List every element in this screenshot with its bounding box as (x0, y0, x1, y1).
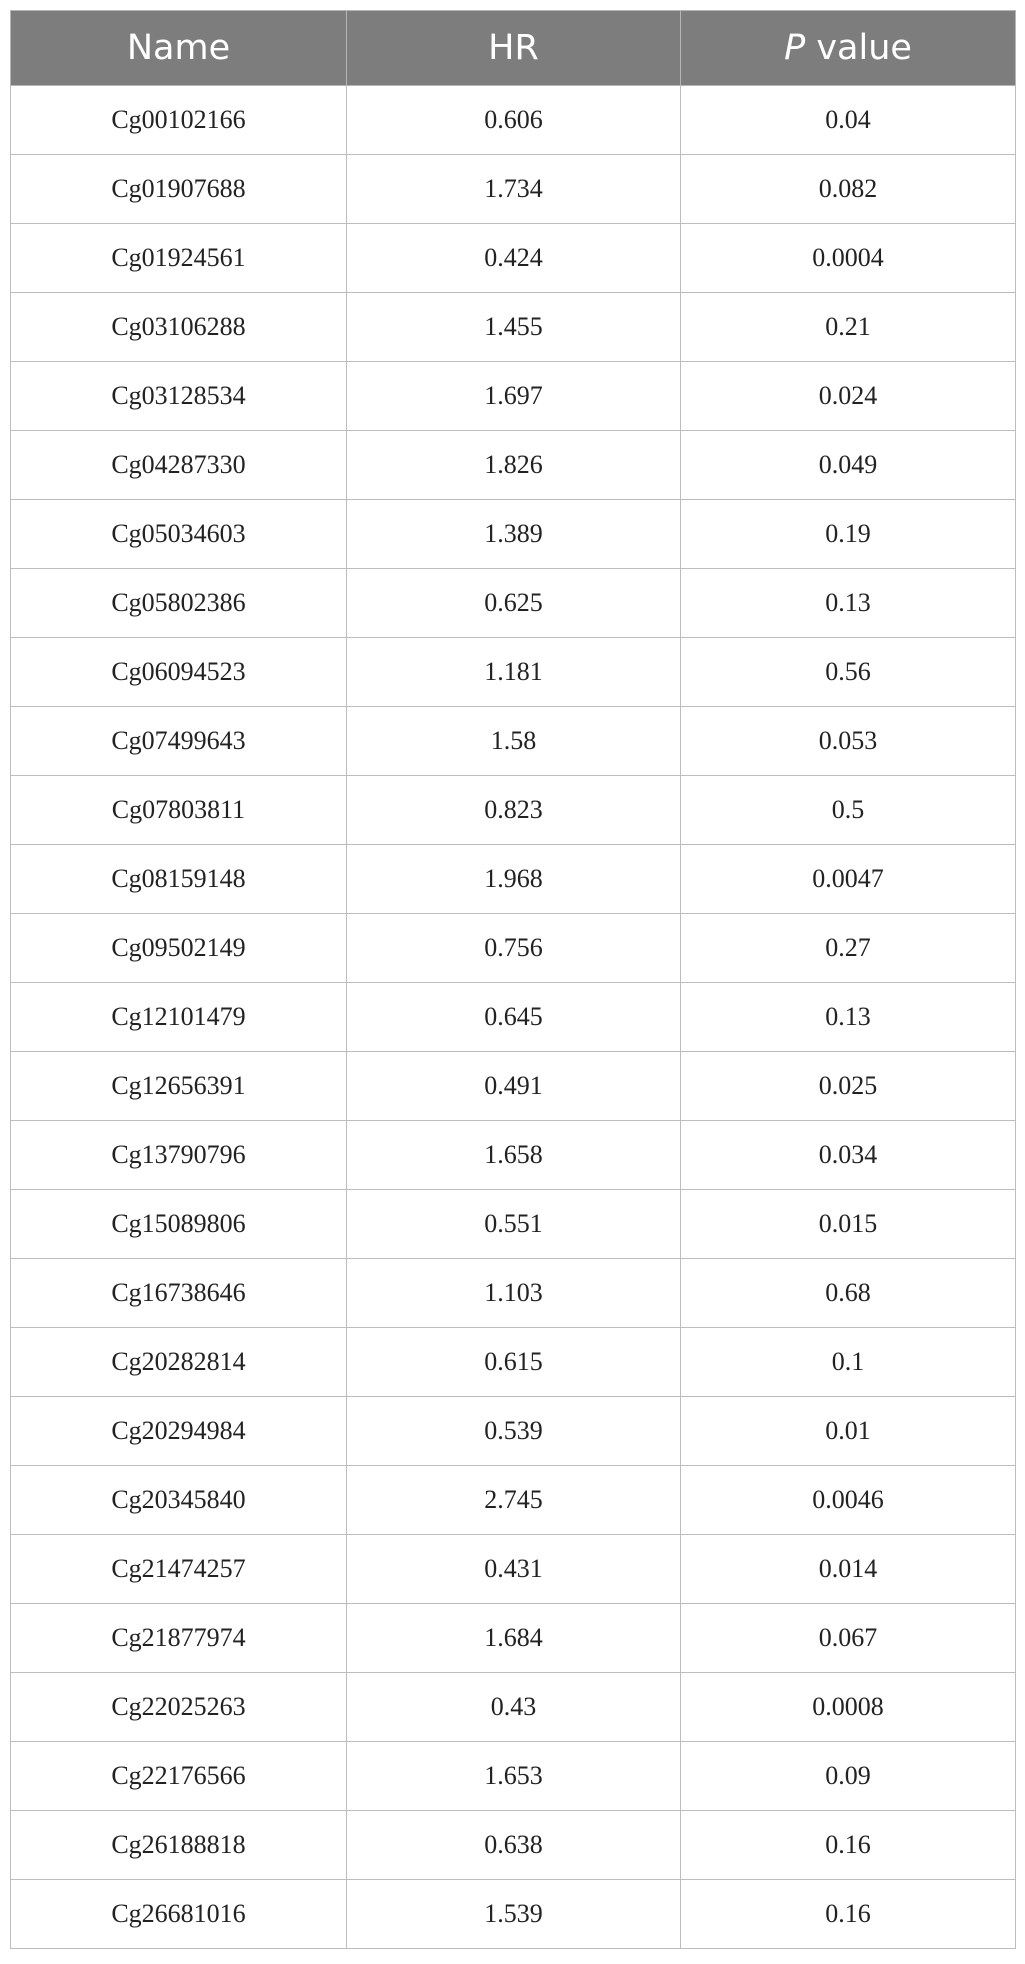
table-row (11, 638, 1016, 707)
cell-hr: 0.491 (347, 1052, 681, 1121)
header-p-italic: P (784, 28, 806, 68)
table-row (11, 1121, 1016, 1190)
cell-hr: 1.658 (347, 1121, 681, 1190)
table-row (11, 293, 1016, 362)
cell-hr: 0.431 (347, 1535, 681, 1604)
header-row (11, 11, 1016, 86)
cell-name: Cg07803811 (11, 776, 347, 845)
cell-hr: 1.455 (347, 293, 681, 362)
data-table-container (10, 10, 1015, 1949)
table-row (11, 86, 1016, 155)
cell-p-value: 0.68 (681, 1259, 1016, 1328)
cell-name: Cg16738646 (11, 1259, 347, 1328)
cell-hr: 1.58 (347, 707, 681, 776)
cell-hr: 0.823 (347, 776, 681, 845)
cell-p-value: 0.21 (681, 293, 1016, 362)
cell-name: Cg05802386 (11, 569, 347, 638)
cell-p-value: 0.024 (681, 362, 1016, 431)
cell-hr: 0.606 (347, 86, 681, 155)
cell-name: Cg20345840 (11, 1466, 347, 1535)
cell-p-value: 0.025 (681, 1052, 1016, 1121)
cell-hr: 1.389 (347, 500, 681, 569)
cell-hr: 0.756 (347, 914, 681, 983)
table-row (11, 1535, 1016, 1604)
cell-p-value: 0.16 (681, 1811, 1016, 1880)
cell-p-value: 0.09 (681, 1742, 1016, 1811)
cell-name: Cg01924561 (11, 224, 347, 293)
table-row (11, 1466, 1016, 1535)
cell-hr: 0.43 (347, 1673, 681, 1742)
cell-p-value: 0.015 (681, 1190, 1016, 1259)
header-hr: HR (347, 11, 681, 86)
table-row (11, 500, 1016, 569)
cell-hr: 1.653 (347, 1742, 681, 1811)
cell-hr: 1.103 (347, 1259, 681, 1328)
cell-p-value: 0.049 (681, 431, 1016, 500)
table-row (11, 914, 1016, 983)
cell-name: Cg03128534 (11, 362, 347, 431)
cell-name: Cg13790796 (11, 1121, 347, 1190)
cell-p-value: 0.0004 (681, 224, 1016, 293)
table-row (11, 1880, 1016, 1949)
cell-name: Cg12656391 (11, 1052, 347, 1121)
table-row (11, 431, 1016, 500)
cell-hr: 1.684 (347, 1604, 681, 1673)
table-row (11, 569, 1016, 638)
cell-name: Cg09502149 (11, 914, 347, 983)
cell-name: Cg21877974 (11, 1604, 347, 1673)
table-row (11, 707, 1016, 776)
cell-p-value: 0.034 (681, 1121, 1016, 1190)
cell-p-value: 0.053 (681, 707, 1016, 776)
cell-hr: 0.539 (347, 1397, 681, 1466)
cell-p-value: 0.0047 (681, 845, 1016, 914)
table-row (11, 845, 1016, 914)
cell-hr: 0.551 (347, 1190, 681, 1259)
cell-hr: 0.424 (347, 224, 681, 293)
cell-hr: 1.697 (347, 362, 681, 431)
hazard-ratio-table (10, 10, 1016, 1949)
cell-name: Cg22176566 (11, 1742, 347, 1811)
cell-hr: 1.539 (347, 1880, 681, 1949)
cell-name: Cg26188818 (11, 1811, 347, 1880)
cell-p-value: 0.067 (681, 1604, 1016, 1673)
cell-hr: 0.645 (347, 983, 681, 1052)
cell-p-value: 0.082 (681, 155, 1016, 224)
table-row (11, 224, 1016, 293)
table-row (11, 1328, 1016, 1397)
cell-name: Cg07499643 (11, 707, 347, 776)
cell-p-value: 0.0046 (681, 1466, 1016, 1535)
cell-name: Cg20294984 (11, 1397, 347, 1466)
cell-hr: 1.968 (347, 845, 681, 914)
cell-name: Cg01907688 (11, 155, 347, 224)
cell-p-value: 0.19 (681, 500, 1016, 569)
table-row (11, 362, 1016, 431)
cell-name: Cg21474257 (11, 1535, 347, 1604)
cell-hr: 1.826 (347, 431, 681, 500)
header-p-value (681, 11, 1016, 86)
table-row (11, 1190, 1016, 1259)
cell-p-value: 0.13 (681, 569, 1016, 638)
cell-p-value: 0.56 (681, 638, 1016, 707)
header-name: Name (11, 11, 347, 86)
table-row (11, 983, 1016, 1052)
table-row (11, 776, 1016, 845)
table-row (11, 1811, 1016, 1880)
cell-p-value: 0.04 (681, 86, 1016, 155)
cell-name: Cg08159148 (11, 845, 347, 914)
cell-name: Cg20282814 (11, 1328, 347, 1397)
cell-name: Cg12101479 (11, 983, 347, 1052)
table-row (11, 1397, 1016, 1466)
cell-hr: 0.625 (347, 569, 681, 638)
table-row (11, 1742, 1016, 1811)
cell-name: Cg00102166 (11, 86, 347, 155)
table-row (11, 1052, 1016, 1121)
cell-hr: 2.745 (347, 1466, 681, 1535)
cell-hr: 0.638 (347, 1811, 681, 1880)
cell-p-value: 0.01 (681, 1397, 1016, 1466)
cell-p-value: 0.0008 (681, 1673, 1016, 1742)
cell-p-value: 0.27 (681, 914, 1016, 983)
cell-name: Cg05034603 (11, 500, 347, 569)
table-header (11, 11, 1016, 86)
cell-name: Cg06094523 (11, 638, 347, 707)
cell-p-value: 0.1 (681, 1328, 1016, 1397)
cell-name: Cg26681016 (11, 1880, 347, 1949)
cell-hr: 0.615 (347, 1328, 681, 1397)
cell-name: Cg15089806 (11, 1190, 347, 1259)
cell-name: Cg03106288 (11, 293, 347, 362)
table-row (11, 1259, 1016, 1328)
header-p-rest: value (805, 28, 912, 68)
cell-p-value: 0.13 (681, 983, 1016, 1052)
table-row (11, 1604, 1016, 1673)
table-row (11, 1673, 1016, 1742)
cell-name: Cg22025263 (11, 1673, 347, 1742)
cell-name: Cg04287330 (11, 431, 347, 500)
table-row (11, 155, 1016, 224)
cell-hr: 1.734 (347, 155, 681, 224)
cell-p-value: 0.16 (681, 1880, 1016, 1949)
cell-p-value: 0.014 (681, 1535, 1016, 1604)
cell-hr: 1.181 (347, 638, 681, 707)
cell-p-value: 0.5 (681, 776, 1016, 845)
table-body (11, 86, 1016, 1949)
